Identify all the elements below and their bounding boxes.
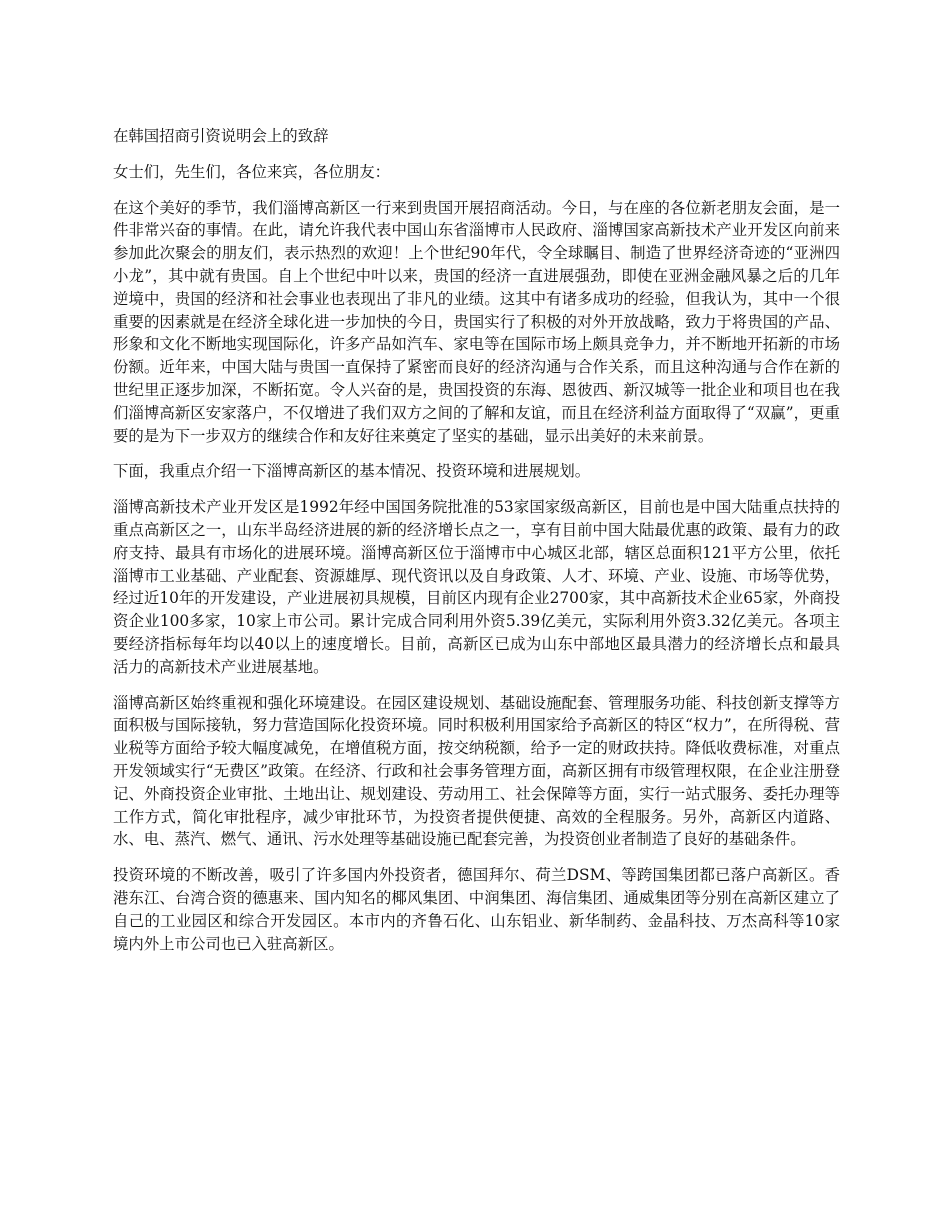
document-title: 在韩国招商引资说明会上的致辞 (113, 127, 329, 145)
paragraph-environment: 淄博高新区始终重视和强化环境建设。在园区建设规划、基础设施配套、管理服务功能、科技创新支撑等方面积极与国际接轨，努力营造国际化投资环境。同时积极利用国家给予高新区的特区“权力”，在所得税、营业税等方面给予较大幅度减免，在增值税方面，按交纳税额，给予一定的财政扶持。降低收费标准，对重点开发领域实行“无费区”政策。在经济、行政和社会事务管理方面，高新区拥有市级管理权限，在企业注册登记、外商投资企业审批、土地出让、规划建设、劳动用工、社会保障等方面，实行一站式服务、委托办理等工作方式，简化审批程序，减少审批环节，为投资者提供便捷、高效的全程服务。另外，高新区内道路、水、电、蒸汽、燃气、通讯、污水处理等基础设施已配套完善，为投资创业者制造了良好的基础条件。 (113, 693, 840, 849)
document-page (113, 125, 840, 968)
salutation: 女士们，先生们，各位来宾，各位朋友： (113, 162, 391, 181)
paragraph-intro: 下面，我重点介绍一下淄博高新区的基本情况、投资环境和进展规划。 (113, 462, 591, 481)
paragraph-welcome: 在这个美好的季节，我们淄博高新区一行来到贵国开展招商活动。今日，与在座的各位新老朋友会面，是一件非常兴奋的事情。在此，请允许我代表中国山东省淄博市人民政府、淄博国家高新技术产业开发区向前来参加此次聚会的朋友们，表示热烈的欢迎！上个世纪90年代，令全球瞩目、制造了世界经济奇迹的“亚洲四小龙”，其中就有贵国。自上个世纪中叶以来，贵国的经济一直进展强劲，即使在亚洲金融风暴之后的几年逆境中，贵国的经济和社会事业也表现出了非凡的业绩。这其中有诸多成功的经验，但我认为，其中一个很重要的因素就是在经济全球化进一步加快的今日，贵国实行了积极的对外开放战略，致力于将贵国的产品、形象和文化不断地实现国际化，许多产品如汽车、家电等在国际市场上颇具竞争力，并不断地开拓新的市场份额。近年来，中国大陆与贵国一直保持了紧密而良好的经济沟通与合作关系，而且这种沟通与合作在新的世纪里正逐步加深，不断拓宽。令人兴奋的是，贵国投资的东海、恩彼西、新汉城等一批企业和项目也在我们淄博高新区安家落户，不仅增进了我们双方之间的了解和友谊，而且在经济利益方面取得了“双赢”，更重要的是为下一步双方的继续合作和友好往来奠定了坚实的基础，显示出美好的未来前景。 (113, 198, 840, 445)
paragraph-overview: 淄博高新技术产业开发区是1992年经中国国务院批准的53家国家级高新区，目前也是中国大陆重点扶持的重点高新区之一，山东半岛经济进展的新的经济增长点之一，享有目前中国大陆最优惠的政策、最有力的政府支持、最具有市场化的进展环境。淄博高新区位于淄博市中心城区北部，辖区总面积121平方公里，依托淄博市工业基础、产业配套、资源雄厚、现代资讯以及自身政策、人才、环境、产业、设施、市场等优势，经过近10年的开发建设，产业进展初具规模，目前区内现有企业2700家，其中高新技术企业65家，外商投资企业100多家，10家上市公司。累计完成合同利用外资5.39亿美元，实际利用外资3.32亿美元。各项主要经济指标每年均以40以上的速度增长。目前，高新区已成为山东中部地区最具潜力的经济增长点和最具活力的高新技术产业进展基地。 (113, 498, 840, 676)
paragraph-investors: 投资环境的不断改善，吸引了许多国内外投资者，德国拜尔、荷兰DSM、等跨国集团都已落户高新区。香港东江、台湾合资的德惠来、国内知名的椰风集团、中润集团、海信集团、通威集团等分别在高新区建立了自己的工业园区和综合开发园区。本市内的齐鲁石化、山东铝业、新华制药、金晶科技、万杰高科等10家境内外上市公司也已入驻高新区。 (113, 866, 840, 953)
